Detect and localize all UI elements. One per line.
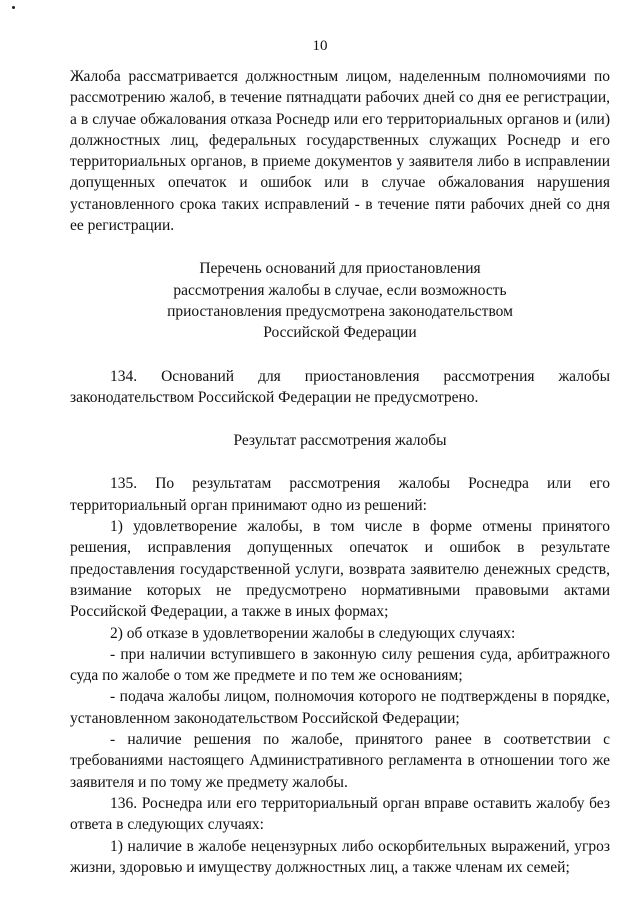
paragraph-135-item-1: 1) удовлетворение жалобы, в том числе в форме отмены принятого решения, исправления допущенных опечаток и ошибок в результате предоставления государственной услуги, возврата заявителю денежных средств, взимание которых не предусмотрено нормативными правовыми актами Российской Федерации, а также в иных формах; <box>70 518 610 621</box>
paragraph-135-item-2: 2) об отказе в удовлетворении жалобы в следующих случаях: <box>110 624 516 642</box>
paragraph-134: 134. Оснований для приостановления рассмотрения жалобы законодательством Российской Федерации не предусмотрено. <box>70 367 610 406</box>
paragraph-135-item-2c: - наличие решения по жалобе, принятого ранее в соответствии с требованиями настоящего Административного регламента в отношении того же заявителя и по тому же предмету жалобы. <box>70 731 610 791</box>
paragraph-135: 135. По результатам рассмотрения жалобы Роснедра или его территориальный орган принимают одно из решений: <box>70 475 610 514</box>
paragraph-intro: Жалоба рассматривается должностным лицом, наделенным полномочиями по рассмотрению жалоб, в течение пятнадцати рабочих дней со дня ее регистрации, а в случае обжалования отказа Роснедр или его территориальных органов и (или) должностных лиц, федеральных государственных служащих Роснедр и его территориальных органов, в приеме документов у заявителя либо в исправлении допущенных опечаток и ошибок или в случае обжалования нарушения установленного срока таких исправлений - в течение пяти рабочих дней со дня ее регистрации. <box>70 68 610 235</box>
paragraph-135-item-2b: - подача жалобы лицом, полномочия которого не подтверждены в порядке, установленном законодательством Российской Федерации; <box>70 688 610 727</box>
page-number: 10 <box>312 38 328 54</box>
section-heading-suspension: Перечень оснований для приостановления рассмотрения жалобы в случае, если возможность приостановления предусмотрена законодательством Российской Федерации <box>167 260 513 342</box>
scan-speck <box>12 6 15 9</box>
paragraph-136: 136. Роснедра или его территориальный орган вправе оставить жалобу без ответа в следующих случаях: <box>70 794 610 834</box>
section-heading-result: Результат рассмотрения жалобы <box>233 432 447 450</box>
paragraph-136-item-1: 1) наличие в жалобе нецензурных либо оскорбительных выражений, угроз жизни, здоровью и имуществу должностных лиц, а также членам их семей; <box>70 837 610 876</box>
document-body <box>70 66 610 878</box>
paragraph-135-item-2a: - при наличии вступившего в законную силу решения суда, арбитражного суда по жалобе о том же предмете и по тем же основаниям; <box>70 645 610 685</box>
